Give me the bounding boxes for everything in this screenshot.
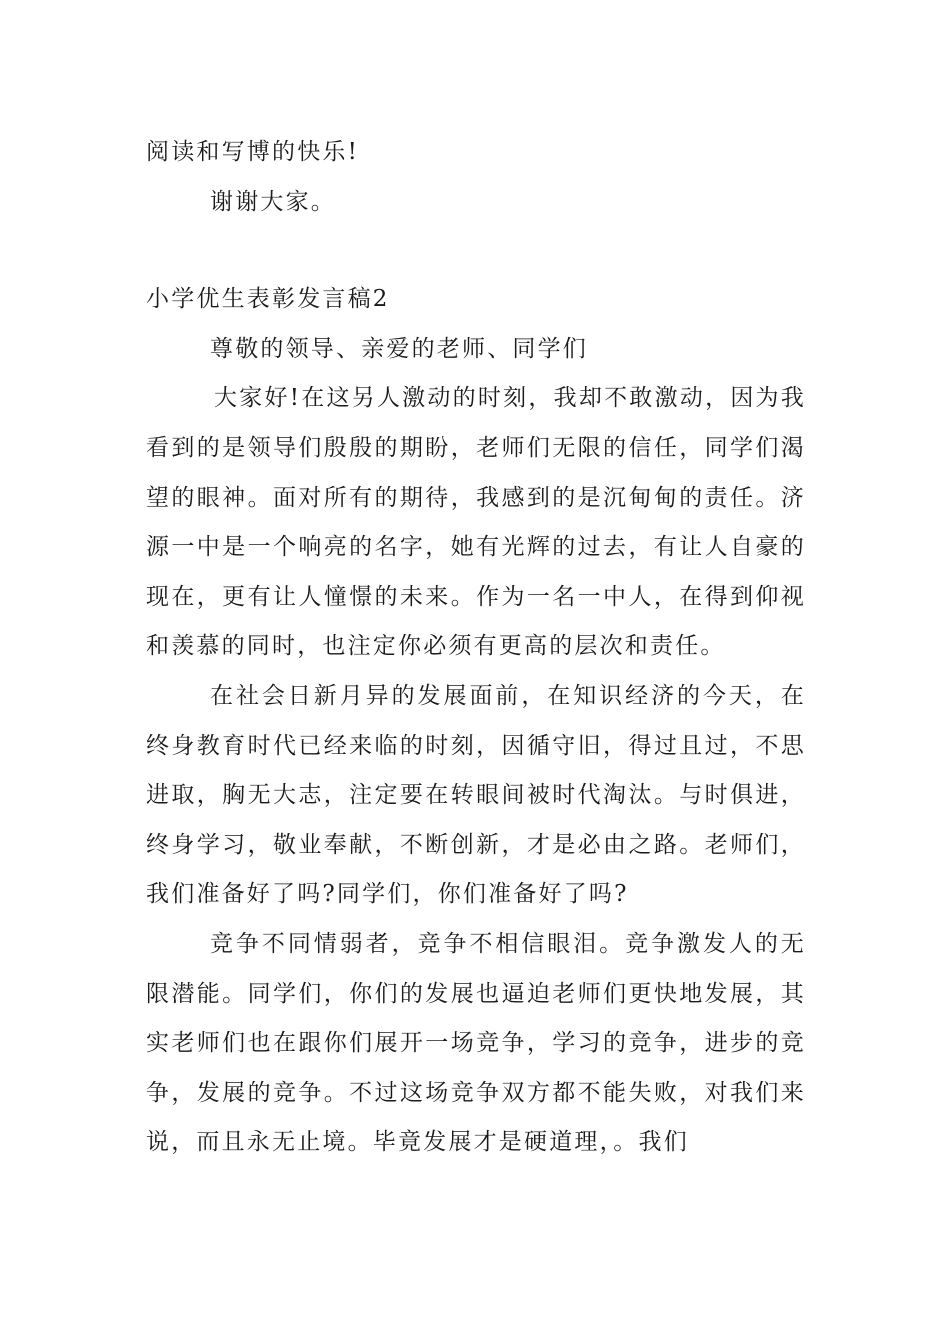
paragraph-body-3: 竞争不同情弱者，竞争不相信眼泪。竞争激发人的无限潜能。同学们，你们的发展也逼迫老师们更快地发展，其实老师们也在跟你们展开一场竞争，学习的竞争，进步的竞争，发展的竞争。不过这场竞争双方都不能失败，对我们来说，而且永无止境。毕竟发展才是硬道理，。我们 — [146, 930, 806, 1156]
section-title: 小学优生表彰发言稿2 — [146, 286, 390, 313]
paragraph-salutation: 尊敬的领导、亲爱的老师、同学们 — [210, 335, 588, 362]
paragraph-continuation: 阅读和写博的快乐! — [146, 139, 360, 165]
paragraph-body-2: 在社会日新月异的发展面前，在知识经济的今天，在终身教育时代已经来临的时刻，因循守旧，得过且过，不思进取，胸无大志，注定要在转眼间被时代淘汰。与时俱进，终身学习，敬业奉献，不断创新，才是必由之路。老师们，我们准备好了吗?同学们，你们准备好了吗? — [146, 682, 806, 908]
paragraph-thanks: 谢谢大家。 — [210, 188, 336, 215]
paragraph-body-1: 大家好!在这另人激动的时刻，我却不敢激动，因为我看到的是领导们殷殷的期盼，老师们无限的信任，同学们渴望的眼神。面对所有的期待，我感到的是沉甸甸的责任。济源一中是一个响亮的名字，她有光辉的过去，有让人自豪的现在，更有让人憧憬的未来。作为一名一中人，在得到仰视和羡慕的同时，也注定你必须有更高的层次和责任。 — [146, 385, 806, 660]
document-body — [146, 128, 806, 1168]
